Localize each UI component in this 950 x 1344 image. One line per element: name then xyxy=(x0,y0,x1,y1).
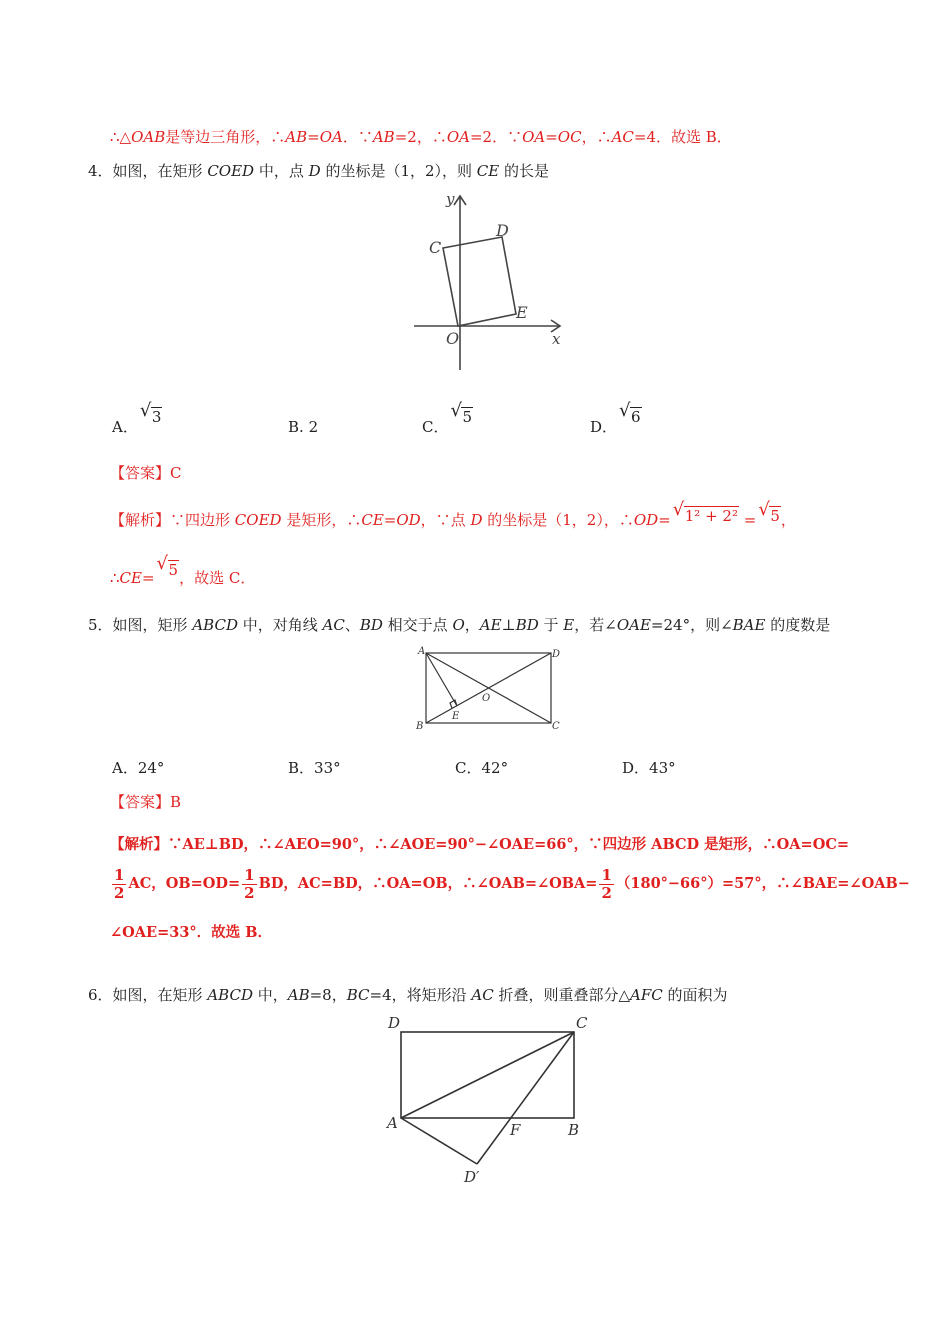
q5-label-e: E xyxy=(452,711,460,722)
q4-answer: 【答案】C xyxy=(110,464,182,482)
q4-option-a: A． √ 3 xyxy=(112,400,162,436)
q4-label-x: x xyxy=(552,330,561,348)
q6-stem: 6．如图，在矩形 ABCD 中，AB=8，BC=4，将矩形沿 AC 折叠，则重叠部分△AFC 的面积为 xyxy=(88,986,728,1004)
q6-segment-ad-prime xyxy=(401,1118,477,1164)
q6-segment-cd-prime xyxy=(477,1032,574,1164)
q6-diagonal-ac xyxy=(401,1032,574,1118)
q5-option-d: D．43° xyxy=(622,759,676,777)
q5-answer: 【答案】B xyxy=(110,793,182,811)
q5-option-c: C．42° xyxy=(455,759,509,777)
q5-option-b: B．33° xyxy=(288,759,341,777)
q4-stem: 4．如图，在矩形 COED 中，点 D 的坐标是（1，2），则 CE 的长是 xyxy=(88,162,550,180)
q4-label-y: y xyxy=(446,190,455,208)
prev-solution-tail: ∴△OAB是等边三角形，∴AB=OA．∵AB=2，∴OA=2．∵OA=OC，∴AC=4．故选 B． xyxy=(110,128,732,146)
q5-stem: 5．如图，矩形 ABCD 中，对角线 AC、BD 相交于点 O，AE⊥BD 于 E，若∠OAE=24°，则∠BAE 的度数是 xyxy=(88,616,831,634)
q5-label-a: A xyxy=(418,646,426,657)
q6-label-d: D xyxy=(388,1014,401,1032)
q4-figure xyxy=(410,188,570,374)
q4-explanation-line2: ∴CE= √ 5，故选 C． xyxy=(110,553,256,587)
q5-explanation-line3: ∠OAE=33°．故选 B． xyxy=(110,924,272,941)
q6-label-d-prime: D′ xyxy=(464,1168,480,1186)
q5-label-b: B xyxy=(416,721,424,732)
q4-label-e: E xyxy=(516,303,528,322)
q5-label-c: C xyxy=(552,721,560,732)
q6-label-f: F xyxy=(510,1121,521,1139)
q4-explanation-line1: 【解析】∵四边形 COED 是矩形，∴CE=OD，∵点 D 的坐标是（1，2），∴OD= √ 1² + 2² = √ 5， xyxy=(110,499,796,529)
q4-option-b: B. 2 xyxy=(288,418,319,436)
q4-option-c: C． √ 5 xyxy=(422,400,473,436)
q5-explanation-line2: $\frac{1}{2}$ AC，OB=OD= $\frac{1}{2}$ BD，AC=BD，∴OA=OB，∴∠OAB=∠OBA= $\frac{1}{2}$ （180°−66°）=57°，∴∠BAE=∠OAB− xyxy=(114,865,910,902)
q5-label-d: D xyxy=(552,649,561,660)
q5-figure xyxy=(410,645,570,735)
q5-option-a: A．24° xyxy=(112,759,165,777)
q6-figure xyxy=(380,1008,600,1188)
q4-label-o: O xyxy=(446,329,460,348)
q4-label-c: C xyxy=(429,238,442,257)
q4-option-d: D． √ 6 xyxy=(590,400,641,436)
q5-explanation-line1: 【解析】∵AE⊥BD，∴∠AEO=90°，∴∠AOE=90°−∠OAE=66°，∵四边形 ABCD 是矩形，∴OA=OC= xyxy=(110,836,850,853)
q5-label-o: O xyxy=(482,693,491,704)
q4-label-d: D xyxy=(496,221,509,240)
q6-label-b: B xyxy=(568,1121,580,1139)
q5-segment-ae xyxy=(426,653,457,706)
q6-label-a: A xyxy=(387,1114,398,1132)
q6-label-c: C xyxy=(576,1014,588,1032)
q4-rectangle-coed xyxy=(443,237,516,326)
